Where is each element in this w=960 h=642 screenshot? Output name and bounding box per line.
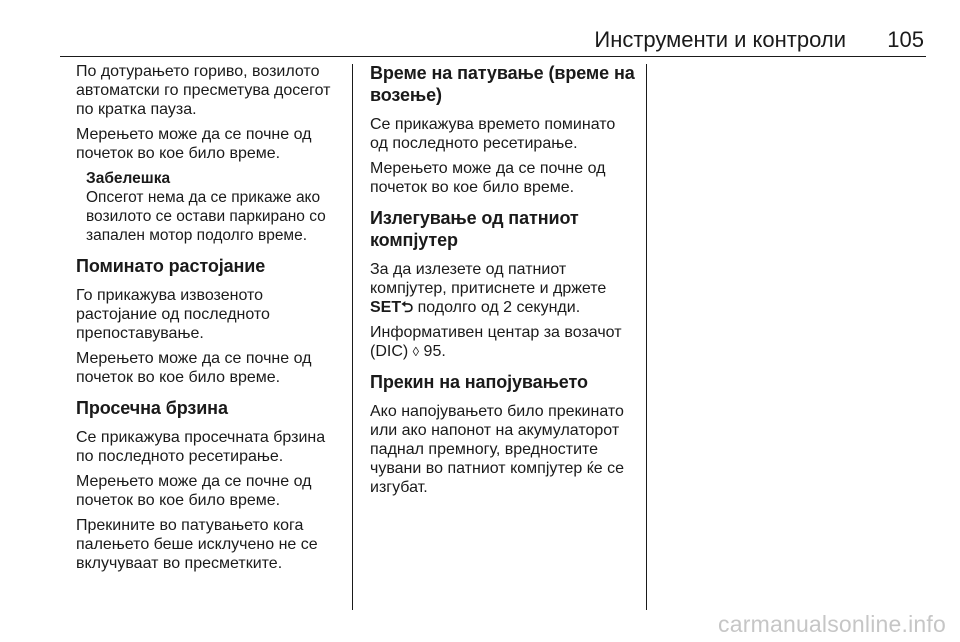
- paragraph: Се прикажува просечната брзина по последното ресетирање.: [76, 429, 326, 465]
- note-title: Забелешка: [86, 170, 171, 187]
- chapter-title: Инструменти и контроли: [594, 27, 846, 52]
- paragraph-exit-instructions: [370, 260, 640, 317]
- paragraph: Мерењето може да се почне од почеток во кое било време.: [370, 160, 606, 196]
- page-reference: 95.: [419, 343, 446, 360]
- text: За да излезете од патниот компјутер, притиснете и држете: [370, 261, 607, 297]
- text: подолго од 2 секунди.: [413, 299, 581, 316]
- paragraph: По дотурањето гориво, возилото автоматски го пресметува досегот по кратка пауза.: [76, 63, 331, 118]
- set-key-label: SET: [370, 299, 402, 316]
- paragraph: Прекините во патувањето кога палењето беше исклучено не се вклучуваат во пресметките.: [76, 517, 318, 572]
- paragraph-dic-reference: [370, 323, 640, 361]
- section-heading-exit: Излегување од патниот компјутер: [370, 208, 579, 250]
- column-divider-left: [352, 64, 353, 610]
- section-heading-power-interruption: Прекин на напојувањето: [370, 372, 588, 392]
- text: Информативен центар за возачот (DIC): [370, 324, 622, 360]
- header-rule: [60, 56, 926, 57]
- column-divider-right: [646, 64, 647, 610]
- note-box: [76, 169, 346, 245]
- middle-column: [370, 62, 640, 503]
- paragraph: Мерењето може да се почне од почеток во кое било време.: [76, 350, 312, 386]
- page-header: [0, 0, 960, 56]
- note-body: Опсегот нема да се прикаже ако возилото се остави паркирано со запален мотор подолго време.: [86, 189, 326, 244]
- page-number: 105: [887, 27, 924, 52]
- left-column: [76, 62, 346, 579]
- paragraph: Ако напојувањето било прекинато или ако напонот на акумулаторот паднал премногу, вредностите чувани во патниот компјутер ќе се изгубат.: [370, 403, 624, 496]
- paragraph: Се прикажува времето поминато од последното ресетирање.: [370, 116, 616, 152]
- section-heading-distance: Поминато растојание: [76, 256, 266, 276]
- paragraph: Мерењето може да се почне од почеток во кое било време.: [76, 126, 312, 162]
- section-heading-travel-time: Време на патување (време на возење): [370, 63, 635, 105]
- paragraph: Мерењето може да се почне од почеток во кое било време.: [76, 473, 312, 509]
- section-heading-average-speed: Просечна брзина: [76, 398, 228, 418]
- back-arrow-icon: ⮌: [401, 299, 414, 316]
- watermark: carmanualsonline.info: [718, 611, 946, 637]
- page-reference-icon: ◊: [412, 344, 420, 359]
- paragraph: Го прикажува извозеното растојание од последното препоставување.: [76, 287, 270, 342]
